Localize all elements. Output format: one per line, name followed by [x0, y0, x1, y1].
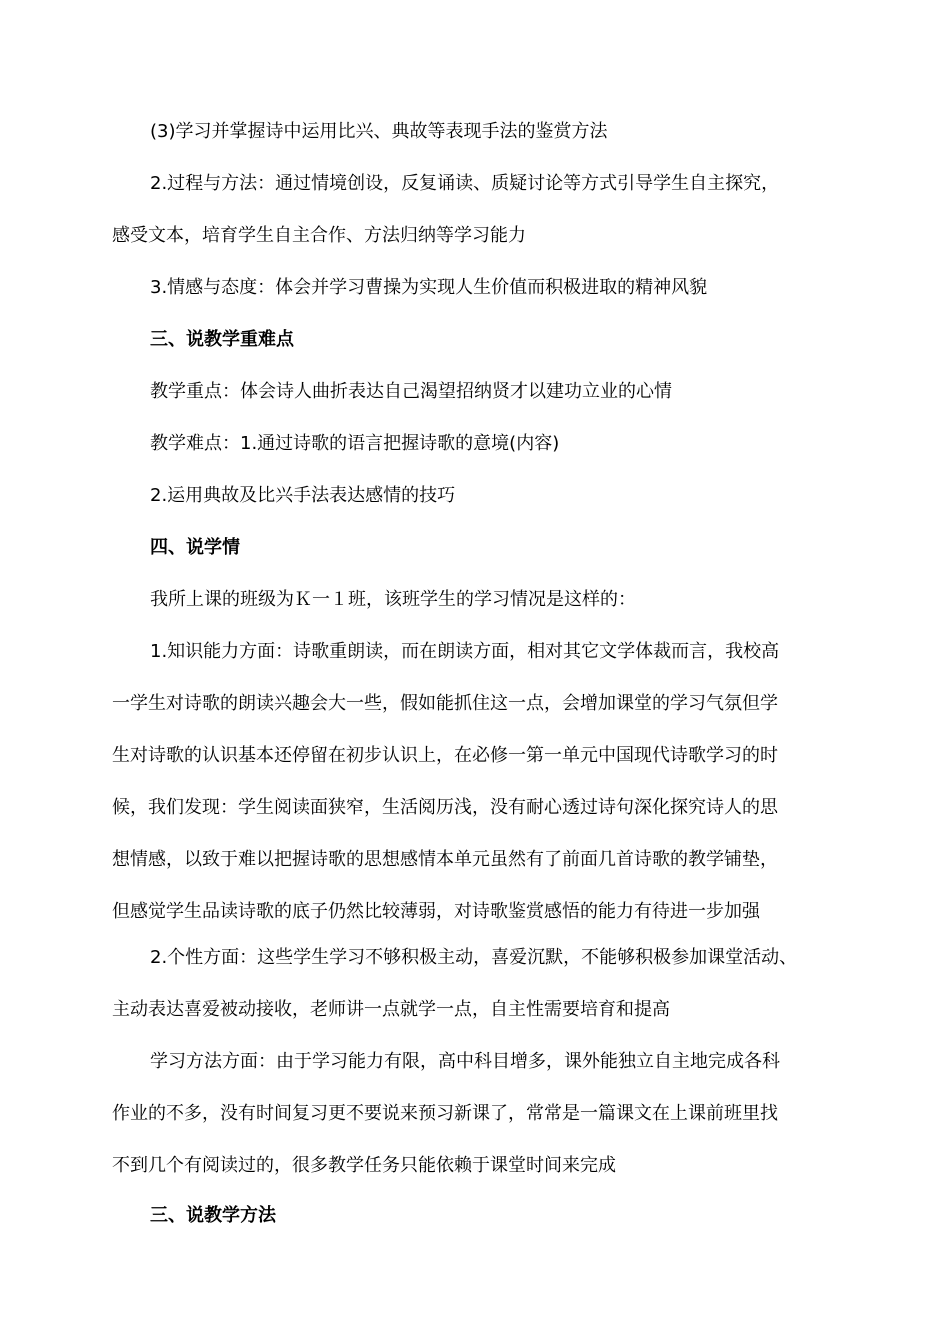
paragraph-personality-cont: 主动表达喜爱被动接收，老师讲一点就学一点，自主性需要培育和提高 — [112, 999, 670, 1020]
paragraph-learning-method-cont-1: 作业的不多，没有时间复习更不要说来预习新课了，常常是一篇课文在上课前班里找 — [112, 1103, 778, 1124]
paragraph-objective-3: (3)学习并掌握诗中运用比兴、典故等表现手法的鉴赏方法 — [150, 121, 608, 142]
paragraph-process-method: 2.过程与方法：通过情境创设，反复诵读、质疑讨论等方式引导学生自主探究， — [150, 173, 780, 194]
paragraph-learning-method: 学习方法方面：由于学习能力有限，高中科目增多，课外能独立自主地完成各科 — [150, 1051, 780, 1072]
section-heading-teaching-method: 三、说教学方法 — [150, 1205, 276, 1226]
paragraph-process-method-cont: 感受文本，培育学生自主合作、方法归纳等学习能力 — [112, 225, 526, 246]
paragraph-knowledge-ability-cont-1: 一学生对诗歌的朗读兴趣会大一些，假如能抓住这一点，会增加课堂的学习气氛但学 — [112, 693, 778, 714]
paragraph-personality: 2.个性方面：这些学生学习不够积极主动，喜爱沉默，不能够积极参加课堂活动、 — [150, 947, 798, 968]
paragraph-emotion-attitude: 3.情感与态度：体会并学习曹操为实现人生价值而积极进取的精神风貌 — [150, 277, 708, 298]
paragraph-knowledge-ability-cont-4: 想情感，以致于难以把握诗歌的思想感情本单元虽然有了前面几首诗歌的教学铺垫， — [112, 849, 778, 870]
section-heading-students: 四、说学情 — [150, 537, 240, 558]
paragraph-key-point: 教学重点：体会诗人曲折表达自己渴望招纳贤才以建功立业的心情 — [150, 381, 672, 402]
paragraph-learning-method-cont-2: 不到几个有阅读过的，很多教学任务只能依赖于课堂时间来完成 — [112, 1155, 616, 1176]
paragraph-knowledge-ability-cont-2: 生对诗歌的认识基本还停留在初步认识上，在必修一第一单元中国现代诗歌学习的时 — [112, 745, 778, 766]
paragraph-difficult-point-1: 教学难点：1.通过诗歌的语言把握诗歌的意境(内容) — [150, 433, 560, 454]
paragraph-knowledge-ability-cont-3: 候，我们发现：学生阅读面狭窄，生活阅历浅，没有耐心透过诗句深化探究诗人的思 — [112, 797, 778, 818]
paragraph-class-intro: 我所上课的班级为Ｋ一１班，该班学生的学习情况是这样的： — [150, 589, 636, 610]
paragraph-knowledge-ability: 1.知识能力方面：诗歌重朗读，而在朗读方面，相对其它文学体裁而言，我校高 — [150, 641, 780, 662]
paragraph-knowledge-ability-cont-5: 但感觉学生品读诗歌的底子仍然比较薄弱，对诗歌鉴赏感悟的能力有待进一步加强 — [112, 901, 760, 922]
paragraph-difficult-point-2: 2.运用典故及比兴手法表达感情的技巧 — [150, 485, 456, 506]
section-heading-key-difficult: 三、说教学重难点 — [150, 329, 294, 350]
